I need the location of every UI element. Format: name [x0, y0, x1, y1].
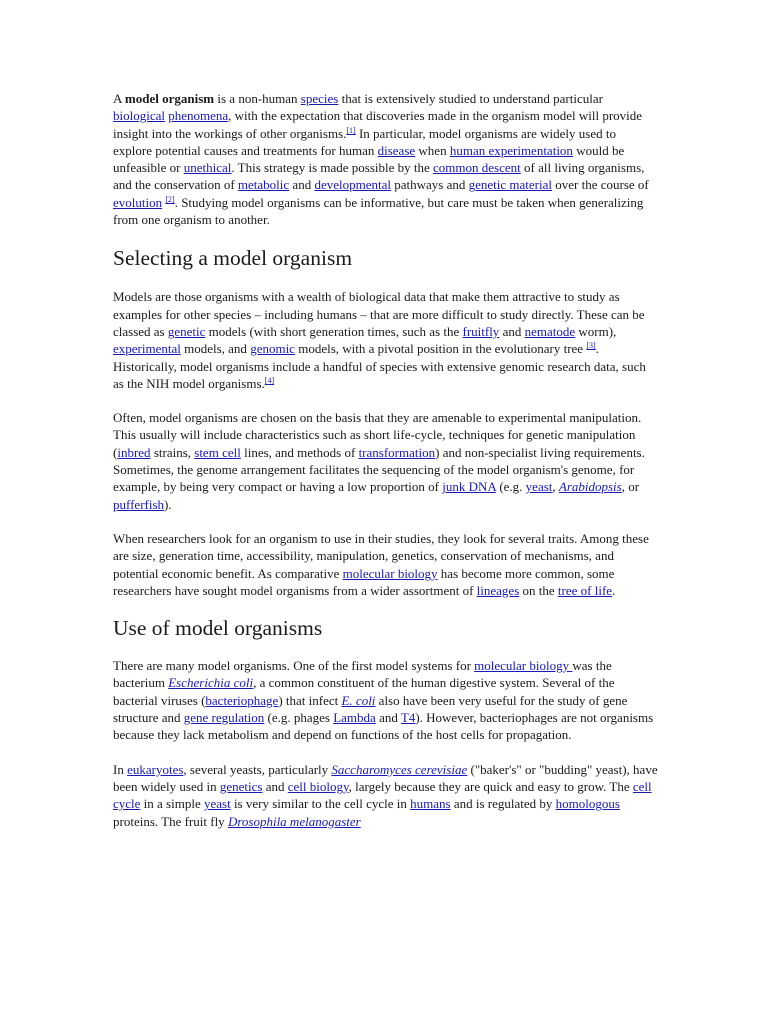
- link-humans[interactable]: humans: [410, 796, 451, 812]
- link-fruitfly[interactable]: fruitfly: [462, 323, 500, 339]
- link-homologous[interactable]: homologous: [555, 796, 620, 812]
- link-genetic-material[interactable]: genetic material: [468, 177, 552, 193]
- link-metabolic[interactable]: metabolic: [237, 177, 290, 193]
- link-lineages[interactable]: lineages: [476, 582, 520, 598]
- link-e-coli[interactable]: E. coli: [341, 692, 376, 708]
- link-cell-biology[interactable]: cell biology: [287, 778, 349, 794]
- link-nematode[interactable]: nematode: [524, 323, 576, 339]
- link-genetic[interactable]: genetic: [167, 323, 206, 339]
- link-bacteriophage[interactable]: bacteriophage: [205, 692, 279, 708]
- link-yeast[interactable]: yeast: [525, 479, 553, 495]
- paragraph-often: Often, model organisms are chosen on the basis that they are amenable to experimental manipulation. This usually will include characteristics such as short life-cycle, techniques for genetic manipulation (inbred strains, stem cell lines, and methods of transformation) and non-specialist living requirements. Sometimes, the genome arrangement facilitates the sequencing of the model organism's genome, for example, by being very compact or having a low proportion of junk DNA (e.g. yeast, Arabidopsis, or pufferfish).: [113, 410, 645, 512]
- link-lambda[interactable]: Lambda: [333, 710, 376, 726]
- link-molecular-biology-2[interactable]: molecular biology: [474, 658, 573, 674]
- paragraph-models: Models are those organisms with a wealth of biological data that make them attractive to study as examples for other species – including humans – that are more difficult to study directly. These can be classed as genetic models (with short generation times, such as the fruitfly and nematode worm), experimental models, and genomic models, with a pivotal position in the evolutionary tree [3]. Historically, model organisms include a handful of species with extensive genomic research data, such as the NIH model organisms.[4]: [113, 289, 646, 391]
- link-drosophila-melanogaster[interactable]: Drosophila melanogaster: [227, 813, 361, 829]
- link-transformation[interactable]: transformation: [358, 444, 436, 460]
- paragraph-many: There are many model organisms. One of the first model systems for molecular biology was the bacterium Escherichia coli, a common constituent of the human digestive system. Several of the bacterial viruses (bacteriophage) that infect E. coli also have been very useful for the study of gene structure and gene regulation (e.g. phages Lambda and T4). However, bacteriophages are not organisms because they lack metabolism and depend on functions of the host cells for propagation.: [113, 658, 654, 743]
- reference-link-3[interactable]: [3]: [586, 341, 596, 351]
- term-model-organism: model organism: [124, 91, 215, 106]
- link-disease[interactable]: disease: [377, 142, 416, 158]
- link-cell-cycle[interactable]: cell cycle: [113, 778, 652, 812]
- link-genetics[interactable]: genetics: [219, 778, 263, 794]
- link-gene-regulation[interactable]: gene regulation: [183, 710, 265, 726]
- intro-paragraph: A model organism is a non-human species that is extensively studied to understand particular biological phenomena, with the expectation that discoveries made in the organism model will provide insight into the workings of other organisms.[1] In particular, model organisms are widely used to explore potential causes and treatments for human disease when human experimentation would be unfeasible or unethical. This strategy is made possible by the common descent of all living organisms, and the conservation of metabolic and developmental pathways and genetic material over the course of evolution [2]. Studying model organisms can be informative, but care must be taken when generalizing from one organism to another.: [113, 91, 649, 228]
- link-human-experimentation[interactable]: human experimentation: [449, 142, 573, 158]
- link-species[interactable]: species: [300, 91, 339, 106]
- link-junk-dna[interactable]: junk DNA: [442, 479, 497, 495]
- reference-link-1[interactable]: [1]: [346, 125, 356, 135]
- link-genomic[interactable]: genomic: [250, 341, 295, 357]
- reference-link-4[interactable]: [4]: [264, 375, 275, 385]
- link-experimental[interactable]: experimental: [113, 341, 181, 357]
- paragraph-eukaryotes: In eukaryotes, several yeasts, particularly Saccharomyces cerevisiae ("baker's" or "budding" yeast), have been widely used in genetics and cell biology, largely because they are quick and easy to grow. The cell cycle in a simple yeast is very similar to the cell cycle in humans and is regulated by homologous proteins. The fruit fly Drosophila melanogaster: [113, 761, 658, 829]
- link-inbred[interactable]: inbred: [117, 444, 151, 460]
- link-molecular-biology[interactable]: molecular biology: [342, 565, 438, 581]
- link-eukaryotes[interactable]: eukaryotes: [127, 761, 184, 777]
- paragraph-when: When researchers look for an organism to use in their studies, they look for several traits. Among these are size, generation time, accessibility, manipulation, genetics, conservation of mechanisms, and potential economic benefit. As comparative molecular biology has become more common, some researchers have sought model organisms from a wider assortment of lineages on the tree of life.: [113, 530, 649, 598]
- link-unethical[interactable]: unethical: [183, 160, 232, 176]
- section-heading-selecting: Selecting a model organism: [113, 246, 353, 271]
- link-saccharomyces-cerevisiae[interactable]: Saccharomyces cerevisiae: [331, 761, 468, 777]
- link-tree-of-life[interactable]: tree of life: [557, 582, 613, 598]
- article-body: [113, 90, 658, 830]
- link-pufferfish[interactable]: pufferfish: [113, 496, 165, 512]
- link-t4[interactable]: T4: [400, 710, 416, 726]
- link-developmental[interactable]: developmental: [314, 177, 391, 193]
- section-heading-use: Use of model organisms: [113, 616, 323, 641]
- reference-link-2[interactable]: [2]: [165, 194, 175, 204]
- link-common-descent[interactable]: common descent: [433, 160, 521, 176]
- link-escherichia-coli[interactable]: Escherichia coli: [168, 675, 254, 691]
- link-evolution[interactable]: evolution: [113, 194, 163, 210]
- link-arabidopsis[interactable]: Arabidopsis: [558, 479, 622, 495]
- link-yeast-2[interactable]: yeast: [203, 796, 231, 812]
- link-phenomena[interactable]: phenomena: [168, 108, 229, 124]
- link-biological[interactable]: biological: [113, 108, 165, 124]
- link-stem-cell[interactable]: stem cell: [194, 444, 241, 460]
